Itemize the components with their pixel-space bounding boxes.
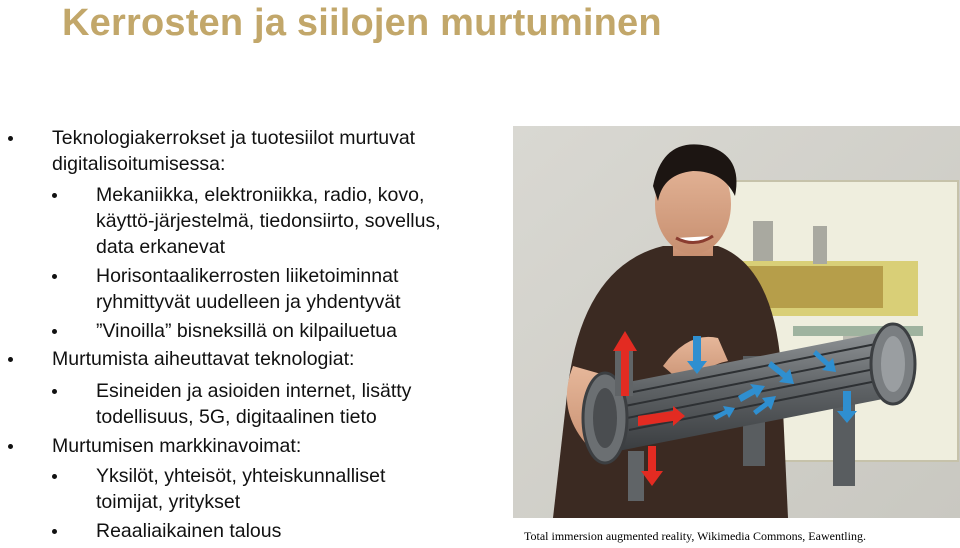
bullet-item: Mekaniikka, elektroniikka, radio, kovo, käyttö-järjestelmä, tiedonsiirto, sovellus, data erkanevat [96, 182, 441, 260]
bullet-dot [52, 474, 57, 479]
bullet-item: ”Vinoilla” bisneksillä on kilpailuetua [96, 318, 397, 344]
bullet-item: Esineiden ja asioiden internet, lisätty todellisuus, 5G, digitaalinen tieto [96, 378, 411, 430]
bullet-dot [52, 329, 57, 334]
bullet-dot [52, 193, 57, 198]
bullet-dot [52, 274, 57, 279]
bullet-dot [52, 529, 57, 534]
bullet-item: Horisontaalikerrosten liiketoiminnat ryhmittyvät uudelleen ja yhdentyvät [96, 263, 401, 315]
image-caption: Total immersion augmented reality, Wikimedia Commons, Eawentling. [524, 529, 866, 543]
slide-title: Kerrosten ja siilojen murtuminen [62, 2, 662, 44]
bullet-dot [52, 389, 57, 394]
augmented-reality-photo [513, 126, 960, 518]
bullet-item: Yksilöt, yhteisöt, yhteiskunnalliset toimijat, yritykset [96, 463, 385, 515]
bullet-dot [8, 136, 13, 141]
bullet-dot [8, 444, 13, 449]
bullet-item: Teknologiakerrokset ja tuotesiilot murtuvat digitalisoitumisessa: [52, 125, 415, 177]
bullet-item: Murtumista aiheuttavat teknologiat: [52, 346, 354, 372]
photo-illustration [513, 126, 960, 518]
bullet-item: Reaaliaikainen talous [96, 518, 281, 544]
bullet-item: Murtumisen markkinavoimat: [52, 433, 301, 459]
bullet-dot [8, 357, 13, 362]
